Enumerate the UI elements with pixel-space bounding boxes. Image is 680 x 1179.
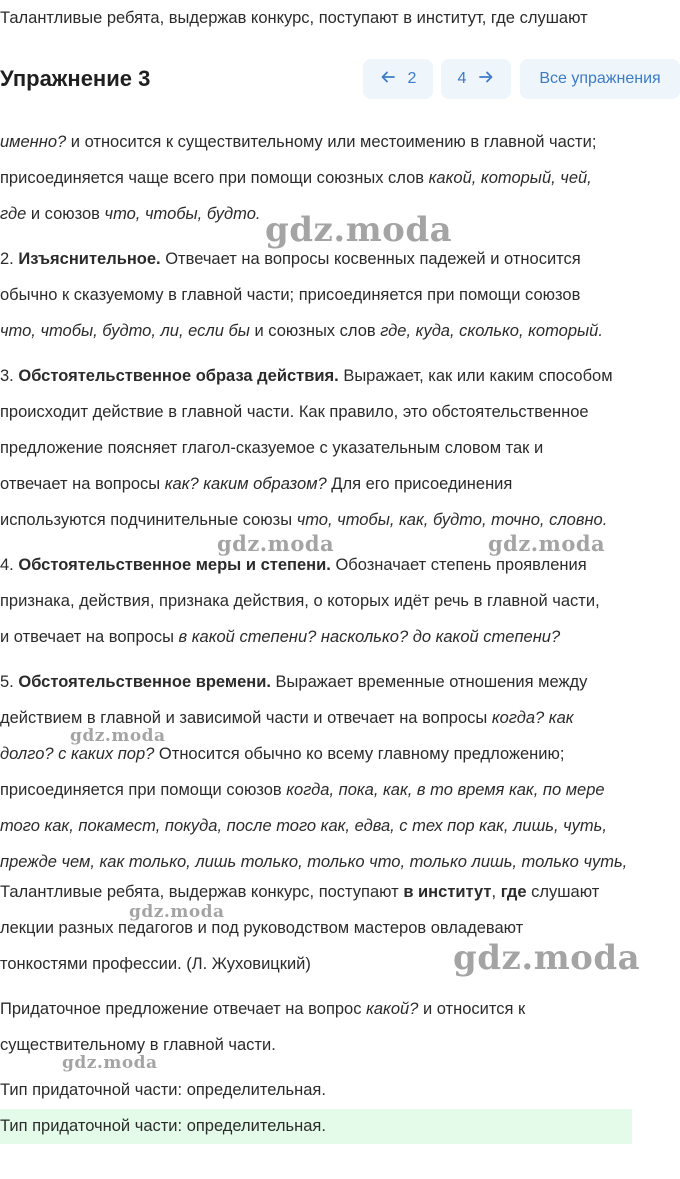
theory-line: 5. Обстоятельственное времени. Выражает временные отношения между xyxy=(0,673,588,691)
theory-line: именно? и относится к существительному или местоимению в главной части; xyxy=(0,133,597,151)
explanation-text: существительному в главной части. xyxy=(0,1036,276,1054)
top-cut-text: Талантливые ребята, выдержав конкурс, поступают в институт, где слушают xyxy=(0,9,588,27)
theory-line: обычно к сказуемому в главной части; присоединяется при помощи союзов xyxy=(0,286,581,304)
theory-line: присоединяется при помощи союзов когда, пока, как, в то время как, по мере xyxy=(0,781,605,799)
arrow-right-icon xyxy=(478,69,494,90)
theory-line: предложение поясняет глагол-сказуемое с указательным словом так и xyxy=(0,439,544,457)
theory-line: присоединяется чаще всего при помощи союзных слов какой, который, чей, xyxy=(0,169,592,187)
theory-line: долго? с каких пор? Относится обычно ко всему главному предложению; xyxy=(0,745,565,763)
answer-text: Тип придаточной части: определительная. xyxy=(0,1117,326,1135)
watermark: gdz.moda xyxy=(488,531,606,556)
prev-exercise-label: 2 xyxy=(407,70,417,87)
type-line: Тип придаточной части: определительная. xyxy=(0,1081,326,1099)
solution-sentence: тонкостями профессии. (Л. Жуховицкий) xyxy=(0,955,311,973)
theory-line: что, чтобы, будто, ли, если бы и союзных слов где, куда, сколько, который. xyxy=(0,322,603,340)
watermark: gdz.moda xyxy=(217,531,335,556)
arrow-left-icon xyxy=(380,69,396,90)
watermark: gdz.moda xyxy=(70,726,166,746)
watermark: gdz.moda xyxy=(453,938,641,978)
theory-line: признака, действия, признака действия, о которых идёт речь в главной части, xyxy=(0,592,600,610)
theory-line: 2. Изъяснительное. Отвечает на вопросы косвенных падежей и относится xyxy=(0,250,581,268)
watermark: gdz.moda xyxy=(62,1053,158,1073)
theory-line: отвечает на вопросы как? каким образом? Для его присоединения xyxy=(0,475,513,493)
next-exercise-button[interactable] xyxy=(441,59,511,99)
theory-line: 4. Обстоятельственное меры и степени. Обозначает степень проявления xyxy=(0,556,587,574)
next-exercise-label: 4 xyxy=(457,70,467,87)
theory-line: где и союзов что, чтобы, будто. xyxy=(0,205,261,223)
watermark: gdz.moda xyxy=(265,210,453,250)
theory-line: действием в главной и зависимой части и отвечает на вопросы когда? как xyxy=(0,709,574,727)
exercise-title: Упражнение 3 xyxy=(0,66,151,91)
theory-line: используются подчинительные союзы что, чтобы, как, будто, точно, словно. xyxy=(0,511,608,529)
theory-line: 3. Обстоятельственное образа действия. Выражает, как или каким способом xyxy=(0,367,613,385)
solution-sentence: лекции разных педагогов и под руководством мастеров овладевают xyxy=(0,919,524,937)
theory-line: того как, покамест, покуда, после того как, едва, с тех пор как, лишь, чуть, xyxy=(0,817,607,835)
theory-line: и отвечает на вопросы в какой степени? насколько? до какой степени? xyxy=(0,628,561,646)
all-exercises-label: Все упражнения xyxy=(539,70,661,87)
theory-line: прежде чем, как только, лишь только, только что, только лишь, только чуть, xyxy=(0,853,628,871)
all-exercises-button[interactable] xyxy=(520,59,680,99)
prev-exercise-button[interactable] xyxy=(363,59,433,99)
watermark: gdz.moda xyxy=(129,902,225,922)
explanation-text: Придаточное предложение отвечает на вопрос какой? и относится к xyxy=(0,1000,526,1018)
theory-line: происходит действие в главной части. Как правило, это обстоятельственное xyxy=(0,403,589,421)
solution-sentence: Талантливые ребята, выдержав конкурс, поступают в институт, где слушают xyxy=(0,883,600,901)
